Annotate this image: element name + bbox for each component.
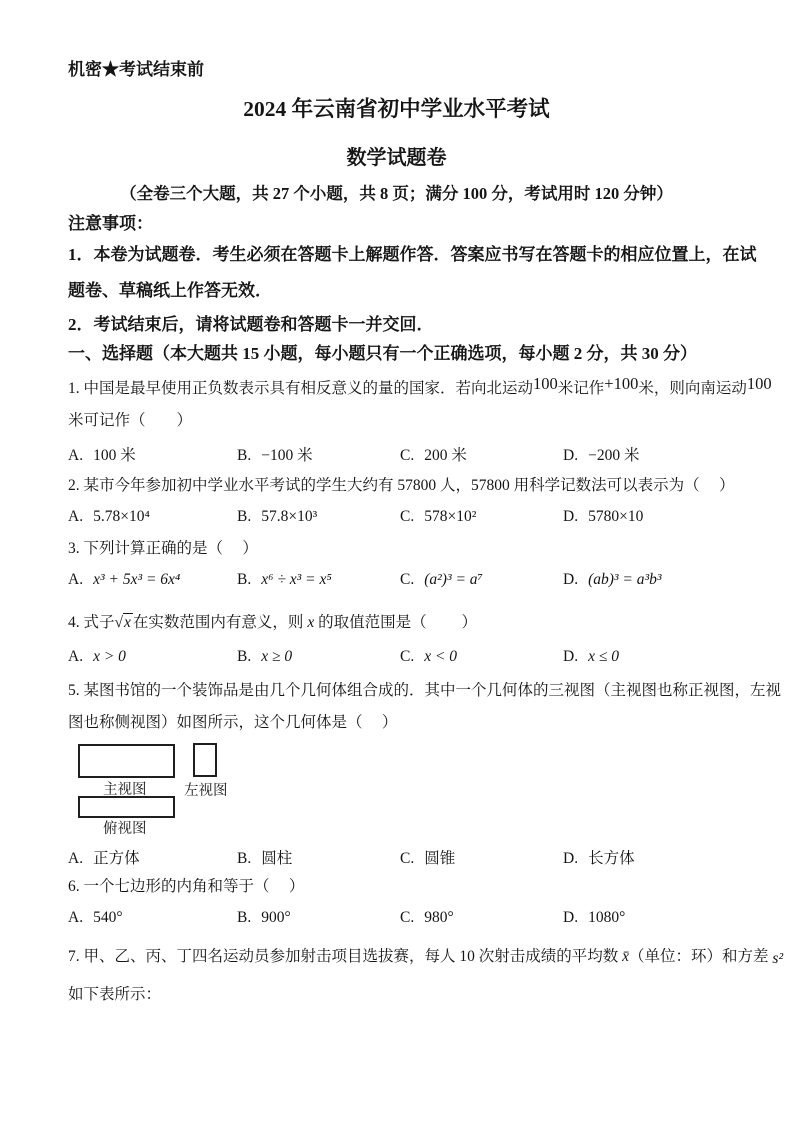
option-a bbox=[68, 508, 150, 526]
question-3-stem: 3. 下列计算正确的是（ ） bbox=[68, 540, 258, 557]
option-value: x < 0 bbox=[424, 648, 458, 665]
question-7-text: 7. 甲、乙、丙、丁四名运动员参加射击项目选拔赛，每人 10 次射击成绩的平均数 bbox=[68, 948, 623, 965]
option-c bbox=[400, 648, 457, 666]
question-7-text: （单位：环）和方差 bbox=[629, 948, 773, 965]
question-1-text: 米，则向南运动 bbox=[638, 380, 747, 397]
side-view-rect bbox=[193, 743, 217, 777]
option-value: 540° bbox=[93, 909, 123, 926]
option-value: x⁶ ÷ x³ = x⁵ bbox=[261, 571, 332, 588]
option-label: B. bbox=[237, 909, 252, 926]
radical-icon: √ bbox=[114, 614, 124, 631]
question-1-stem bbox=[68, 374, 772, 399]
option-value: 980° bbox=[424, 909, 454, 926]
option-b bbox=[237, 508, 317, 526]
option-value: 长方体 bbox=[588, 850, 635, 867]
option-d bbox=[563, 648, 619, 666]
option-value: x ≤ 0 bbox=[588, 648, 619, 665]
option-label: C. bbox=[400, 447, 415, 464]
side-view-label: 左视图 bbox=[184, 783, 228, 799]
option-label: D. bbox=[563, 447, 579, 464]
option-value: −200 米 bbox=[588, 447, 640, 464]
inline-number: 100 bbox=[533, 374, 558, 393]
inline-number: +100 bbox=[604, 374, 639, 393]
question-7-stem-line-2: 如下表所示： bbox=[68, 986, 162, 1003]
variance-symbol: s² bbox=[772, 950, 784, 967]
front-view-label: 主视图 bbox=[103, 782, 147, 798]
notice-heading: 注意事项： bbox=[68, 214, 153, 233]
option-label: A. bbox=[68, 447, 84, 464]
classification-banner: 机密★考试结束前 bbox=[68, 60, 204, 79]
option-b bbox=[237, 909, 291, 927]
inline-number: 100 bbox=[746, 374, 772, 393]
option-label: B. bbox=[237, 447, 252, 464]
option-d bbox=[563, 909, 625, 927]
option-label: C. bbox=[400, 648, 415, 665]
option-d bbox=[563, 571, 662, 589]
option-value: 正方体 bbox=[93, 850, 140, 867]
option-label: C. bbox=[400, 508, 415, 525]
option-c bbox=[400, 508, 476, 526]
question-5-stem-line-1: 5. 某图书馆的一个装饰品是由几个几何体组合成的．其中一个几何体的三视图（主视图也称正视图，左视 bbox=[68, 682, 782, 699]
option-c bbox=[400, 909, 454, 927]
option-label: C. bbox=[400, 850, 415, 867]
mean-symbol: x̄ bbox=[622, 948, 630, 965]
option-label: B. bbox=[237, 850, 252, 867]
option-value: 57.8×10³ bbox=[261, 508, 318, 525]
page-subtitle: 数学试题卷 bbox=[346, 147, 447, 169]
question-5-stem-line-2: 图也称侧视图）如图所示，这个几何体是（ ） bbox=[68, 714, 398, 731]
question-2-stem: 2. 某市今年参加初中学业水平考试的学生大约有 57800 人，57800 用科学记数法可以表示为（ ） bbox=[68, 477, 735, 494]
section-heading: 一、选择题（本大题共 15 小题，每小题只有一个正确选项，每小题 2 分，共 30 分） bbox=[68, 344, 697, 363]
option-c bbox=[400, 443, 467, 465]
option-value: 100 米 bbox=[93, 447, 136, 464]
option-label: B. bbox=[237, 508, 252, 525]
question-4-text: 的取值范围是（ ） bbox=[314, 614, 477, 631]
top-view-label: 俯视图 bbox=[103, 821, 147, 837]
top-view-rect bbox=[78, 796, 175, 818]
option-b bbox=[237, 648, 292, 666]
option-value: 5.78×10⁴ bbox=[93, 508, 150, 525]
option-value: x ≥ 0 bbox=[261, 648, 293, 665]
option-d bbox=[563, 846, 635, 868]
option-value: 900° bbox=[261, 909, 291, 926]
option-label: D. bbox=[563, 648, 579, 665]
option-value: 圆锥 bbox=[424, 850, 456, 867]
option-b bbox=[237, 443, 313, 465]
option-a bbox=[68, 443, 136, 465]
radicand: x bbox=[124, 614, 131, 631]
front-view-rect bbox=[78, 744, 175, 778]
option-label: A. bbox=[68, 508, 84, 525]
variable-x: x bbox=[307, 614, 315, 631]
option-value: x > 0 bbox=[93, 648, 126, 665]
option-value: 578×10² bbox=[424, 508, 477, 525]
option-c bbox=[400, 846, 455, 868]
option-label: A. bbox=[68, 571, 84, 588]
notice-2: 2．考试结束后，请将试题卷和答题卡一并交回． bbox=[68, 315, 434, 334]
option-value: (ab)³ = a³b³ bbox=[588, 571, 662, 588]
option-label: C. bbox=[400, 571, 415, 588]
option-label: D. bbox=[563, 508, 579, 525]
exam-meta: （全卷三个大题，共 27 个小题，共 8 页；满分 100 分，考试用时 120 分钟） bbox=[120, 184, 673, 203]
question-4-stem bbox=[68, 614, 477, 633]
notice-1-line-1: 1．本卷为试题卷．考生必须在答题卡上解题作答．答案应书写在答题卡的相应位置上，在试 bbox=[68, 245, 757, 264]
option-label: D. bbox=[563, 909, 579, 926]
question-1-text: 米记作 bbox=[557, 380, 605, 397]
option-b bbox=[237, 846, 292, 868]
option-a bbox=[68, 909, 123, 927]
option-a bbox=[68, 571, 180, 589]
question-4-text: 4. 式子 bbox=[68, 614, 115, 631]
option-label: B. bbox=[237, 571, 252, 588]
option-value: −100 米 bbox=[261, 447, 313, 464]
option-value: (a²)³ = a⁷ bbox=[424, 571, 483, 588]
option-label: B. bbox=[237, 648, 252, 665]
option-value: 5780×10 bbox=[588, 508, 644, 525]
option-label: D. bbox=[563, 571, 579, 588]
option-label: C. bbox=[400, 909, 415, 926]
option-label: D. bbox=[563, 850, 579, 867]
option-label: A. bbox=[68, 648, 84, 665]
question-6-stem: 6. 一个七边形的内角和等于（ ） bbox=[68, 878, 305, 895]
question-1-stem-line-2: 米可记作（ ） bbox=[68, 412, 193, 429]
notice-1-line-2: 题卷、草稿纸上作答无效． bbox=[68, 281, 272, 300]
question-4-text: 在实数范围内有意义，则 bbox=[132, 614, 308, 631]
option-label: A. bbox=[68, 909, 84, 926]
option-b bbox=[237, 571, 332, 589]
option-d bbox=[563, 508, 643, 526]
option-value: x³ + 5x³ = 6x⁴ bbox=[93, 571, 181, 588]
option-a bbox=[68, 846, 140, 868]
question-1-text: 1. 中国是最早使用正负数表示具有相反意义的量的国家．若向北运动 bbox=[68, 380, 534, 397]
option-label: A. bbox=[68, 850, 84, 867]
option-c bbox=[400, 571, 483, 589]
option-a bbox=[68, 648, 126, 666]
option-d bbox=[563, 443, 639, 465]
option-value: 200 米 bbox=[424, 447, 467, 464]
option-value: 1080° bbox=[588, 909, 626, 926]
option-value: 圆柱 bbox=[261, 850, 293, 867]
question-7-stem bbox=[68, 948, 783, 967]
page-title: 2024 年云南省初中学业水平考试 bbox=[243, 97, 550, 121]
